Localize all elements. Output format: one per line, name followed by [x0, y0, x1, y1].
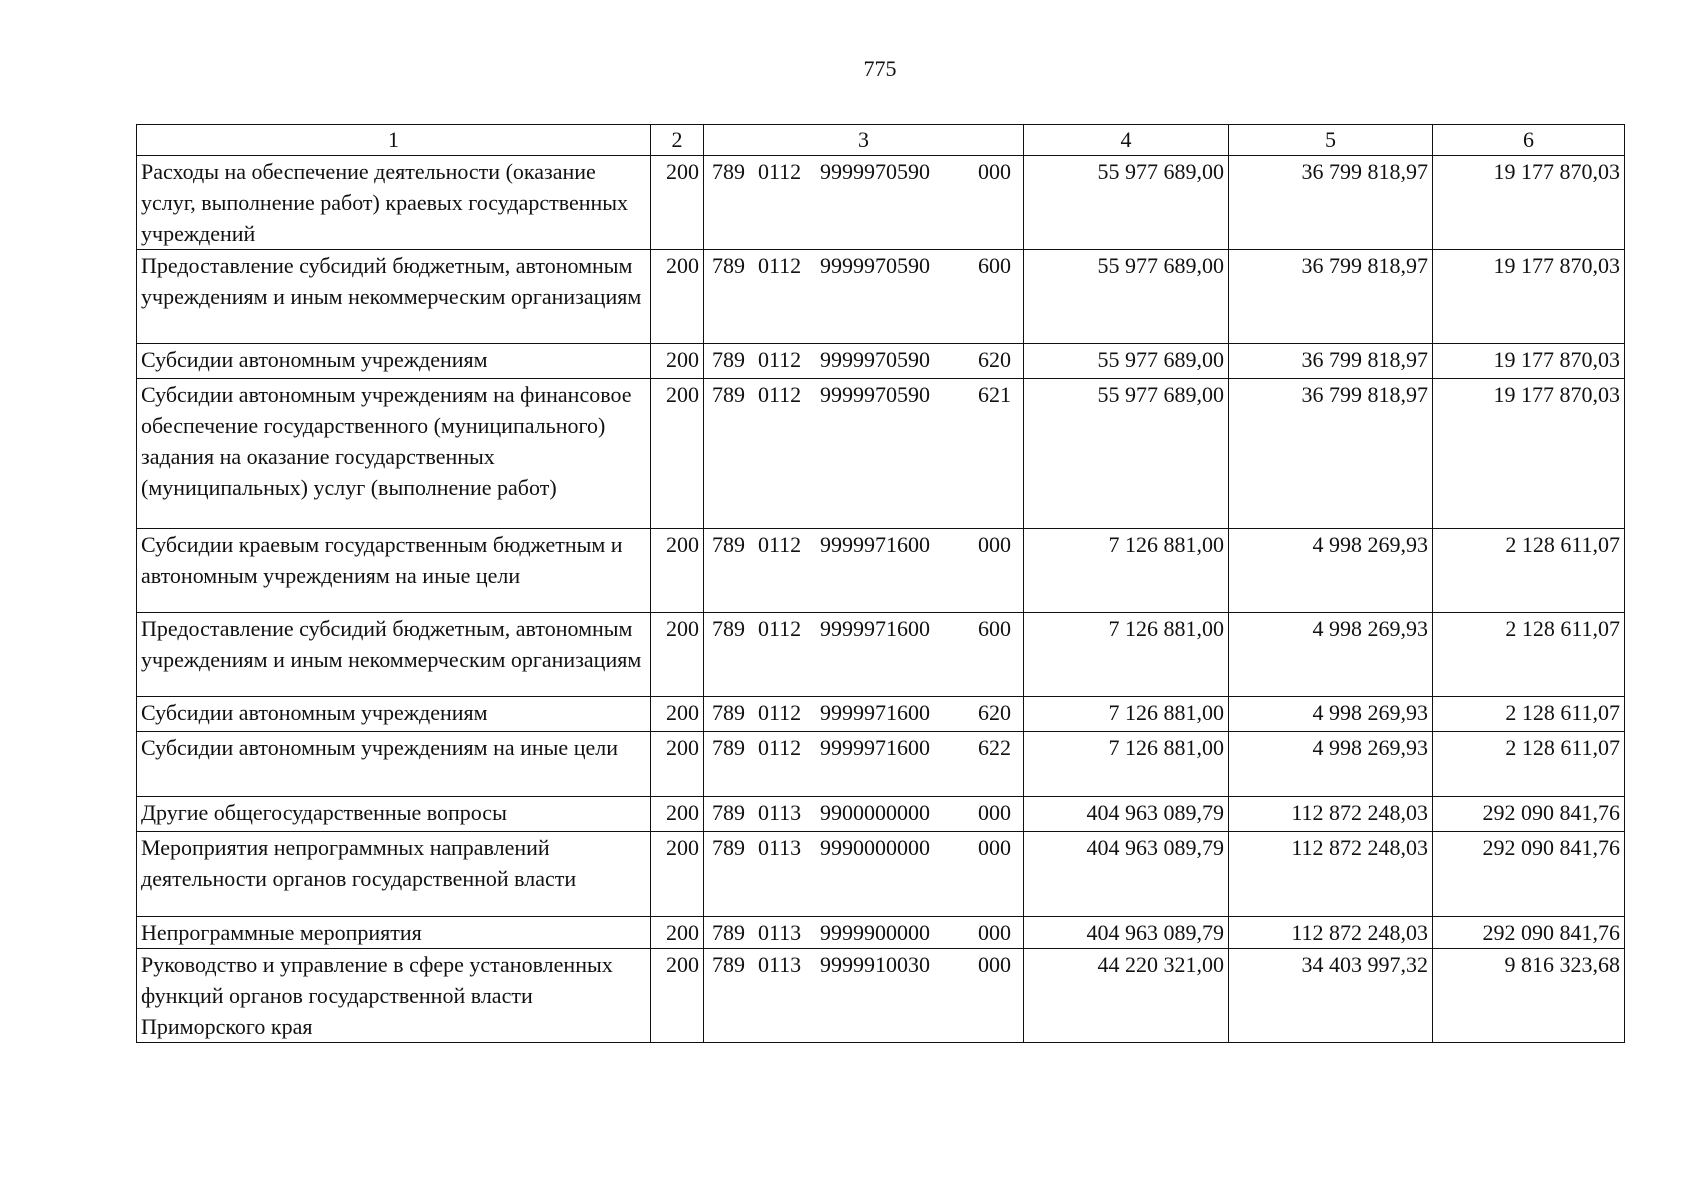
- row-code-section: 0112: [758, 700, 802, 725]
- row-value-5: 36 799 818,97: [1229, 344, 1433, 379]
- row-grbs: 200: [651, 949, 704, 1043]
- row-code-target: 9999970590: [820, 347, 930, 372]
- row-code-section: 0112: [758, 159, 802, 184]
- row-value-6: 2 128 611,07: [1433, 613, 1625, 697]
- row-code-admin: 789: [712, 347, 745, 372]
- row-code-expense-type: 000: [978, 835, 1011, 860]
- row-name: Руководство и управление в сфере установленных функций органов государственной власти Приморского края: [137, 949, 651, 1043]
- row-name: Непрограммные мероприятия: [137, 917, 651, 949]
- column-header: 5: [1229, 125, 1433, 156]
- row-value-4: 404 963 089,79: [1024, 917, 1229, 949]
- row-code-target: 9999971600: [820, 532, 930, 557]
- row-code-admin: 789: [712, 835, 745, 860]
- row-grbs: 200: [651, 917, 704, 949]
- row-code-section: 0112: [758, 532, 802, 557]
- row-value-5: 36 799 818,97: [1229, 156, 1433, 250]
- row-name: Субсидии автономным учреждениям: [137, 697, 651, 732]
- column-header: 4: [1024, 125, 1229, 156]
- row-codes: [704, 797, 1024, 832]
- column-header: 1: [137, 125, 651, 156]
- row-code-expense-type: 000: [978, 532, 1011, 557]
- row-code-admin: 789: [712, 952, 745, 977]
- table-row: [137, 379, 1625, 529]
- row-code-target: 9999970590: [820, 159, 930, 184]
- table-row: [137, 529, 1625, 613]
- row-code-target: 9999971600: [820, 616, 930, 641]
- row-value-4: 404 963 089,79: [1024, 797, 1229, 832]
- row-codes: [704, 949, 1024, 1043]
- row-grbs: 200: [651, 697, 704, 732]
- header-row: [137, 125, 1625, 156]
- row-code-section: 0112: [758, 735, 802, 760]
- row-code-target: 9999971600: [820, 700, 930, 725]
- row-value-5: 4 998 269,93: [1229, 529, 1433, 613]
- row-code-expense-type: 622: [978, 735, 1011, 760]
- row-code-admin: 789: [712, 532, 745, 557]
- row-value-6: 292 090 841,76: [1433, 797, 1625, 832]
- row-code-section: 0113: [758, 800, 802, 825]
- column-header: 3: [704, 125, 1024, 156]
- row-code-section: 0113: [758, 920, 802, 945]
- row-code-target: 9999971600: [820, 735, 930, 760]
- table-row: [137, 613, 1625, 697]
- row-code-expense-type: 620: [978, 347, 1011, 372]
- page-number: 775: [863, 56, 897, 81]
- row-code-section: 0112: [758, 616, 802, 641]
- row-grbs: 200: [651, 732, 704, 797]
- row-codes: [704, 613, 1024, 697]
- row-grbs: 200: [651, 379, 704, 529]
- row-value-4: 404 963 089,79: [1024, 832, 1229, 917]
- table-row: [137, 917, 1625, 949]
- row-code-section: 0112: [758, 382, 802, 407]
- row-value-4: 55 977 689,00: [1024, 379, 1229, 529]
- row-code-admin: 789: [712, 700, 745, 725]
- row-value-4: 55 977 689,00: [1024, 250, 1229, 344]
- row-code-expense-type: 000: [978, 920, 1011, 945]
- row-value-4: 7 126 881,00: [1024, 529, 1229, 613]
- row-name: Субсидии автономным учреждениям на иные цели: [137, 732, 651, 797]
- row-code-target: 9999910030: [820, 952, 930, 977]
- row-grbs: 200: [651, 156, 704, 250]
- row-codes: [704, 832, 1024, 917]
- row-code-admin: 789: [712, 920, 745, 945]
- row-value-5: 112 872 248,03: [1229, 797, 1433, 832]
- row-code-admin: 789: [712, 382, 745, 407]
- row-value-6: 292 090 841,76: [1433, 917, 1625, 949]
- row-grbs: 200: [651, 250, 704, 344]
- row-value-4: 44 220 321,00: [1024, 949, 1229, 1043]
- row-value-4: 55 977 689,00: [1024, 156, 1229, 250]
- row-value-4: 7 126 881,00: [1024, 697, 1229, 732]
- row-name: Субсидии краевым государственным бюджетным и автономным учреждениям на иные цели: [137, 529, 651, 613]
- row-value-4: 7 126 881,00: [1024, 613, 1229, 697]
- row-grbs: 200: [651, 613, 704, 697]
- row-value-6: 19 177 870,03: [1433, 379, 1625, 529]
- row-code-expense-type: 620: [978, 700, 1011, 725]
- table-row: [137, 697, 1625, 732]
- row-value-5: 36 799 818,97: [1229, 250, 1433, 344]
- table-row: [137, 156, 1625, 250]
- row-value-6: 19 177 870,03: [1433, 344, 1625, 379]
- row-code-section: 0113: [758, 952, 802, 977]
- row-grbs: 200: [651, 797, 704, 832]
- row-value-4: 7 126 881,00: [1024, 732, 1229, 797]
- table-row: [137, 732, 1625, 797]
- table-row: [137, 250, 1625, 344]
- row-grbs: 200: [651, 832, 704, 917]
- table-row: [137, 344, 1625, 379]
- row-value-6: 2 128 611,07: [1433, 529, 1625, 613]
- row-codes: [704, 732, 1024, 797]
- row-code-expense-type: 000: [978, 952, 1011, 977]
- row-value-5: 112 872 248,03: [1229, 832, 1433, 917]
- row-code-section: 0112: [758, 253, 802, 278]
- row-value-5: 36 799 818,97: [1229, 379, 1433, 529]
- row-code-expense-type: 600: [978, 253, 1011, 278]
- row-code-target: 9999970590: [820, 253, 930, 278]
- row-value-5: 112 872 248,03: [1229, 917, 1433, 949]
- table-row: [137, 949, 1625, 1043]
- row-name: Предоставление субсидий бюджетным, автономным учреждениям и иным некоммерческим организациям: [137, 250, 651, 344]
- row-name: Субсидии автономным учреждениям: [137, 344, 651, 379]
- row-value-6: 2 128 611,07: [1433, 697, 1625, 732]
- column-header: 2: [651, 125, 704, 156]
- row-name: Предоставление субсидий бюджетным, автономным учреждениям и иным некоммерческим организациям: [137, 613, 651, 697]
- row-name: Другие общегосударственные вопросы: [137, 797, 651, 832]
- row-value-6: 2 128 611,07: [1433, 732, 1625, 797]
- row-value-5: 4 998 269,93: [1229, 732, 1433, 797]
- row-codes: [704, 917, 1024, 949]
- row-value-6: 292 090 841,76: [1433, 832, 1625, 917]
- row-code-target: 9990000000: [820, 835, 930, 860]
- table-row: [137, 797, 1625, 832]
- table-row: [137, 832, 1625, 917]
- row-value-6: 19 177 870,03: [1433, 250, 1625, 344]
- row-value-6: 9 816 323,68: [1433, 949, 1625, 1043]
- row-code-target: 9999970590: [820, 382, 930, 407]
- row-code-admin: 789: [712, 800, 745, 825]
- row-codes: [704, 697, 1024, 732]
- row-codes: [704, 344, 1024, 379]
- row-name: Мероприятия непрограммных направлений деятельности органов государственной власти: [137, 832, 651, 917]
- budget-table: [136, 124, 1625, 1043]
- row-code-target: 9999900000: [820, 920, 930, 945]
- row-code-section: 0113: [758, 835, 802, 860]
- row-code-target: 9900000000: [820, 800, 930, 825]
- row-codes: [704, 379, 1024, 529]
- row-grbs: 200: [651, 344, 704, 379]
- row-code-expense-type: 600: [978, 616, 1011, 641]
- row-code-section: 0112: [758, 347, 802, 372]
- row-code-admin: 789: [712, 735, 745, 760]
- row-code-expense-type: 621: [978, 382, 1011, 407]
- row-code-admin: 789: [712, 253, 745, 278]
- row-value-5: 4 998 269,93: [1229, 697, 1433, 732]
- row-code-admin: 789: [712, 159, 745, 184]
- row-grbs: 200: [651, 529, 704, 613]
- row-value-5: 4 998 269,93: [1229, 613, 1433, 697]
- table-body: [137, 156, 1625, 1043]
- row-code-expense-type: 000: [978, 800, 1011, 825]
- column-header: 6: [1433, 125, 1625, 156]
- row-value-4: 55 977 689,00: [1024, 344, 1229, 379]
- row-name: Субсидии автономным учреждениям на финансовое обеспечение государственного (муниципального) задания на оказание государственных (муниципальных) услуг (выполнение работ): [137, 379, 651, 529]
- row-value-6: 19 177 870,03: [1433, 156, 1625, 250]
- row-value-5: 34 403 997,32: [1229, 949, 1433, 1043]
- row-codes: [704, 156, 1024, 250]
- row-codes: [704, 529, 1024, 613]
- row-name: Расходы на обеспечение деятельности (оказание услуг, выполнение работ) краевых государственных учреждений: [137, 156, 651, 250]
- row-code-expense-type: 000: [978, 159, 1011, 184]
- row-code-admin: 789: [712, 616, 745, 641]
- row-codes: [704, 250, 1024, 344]
